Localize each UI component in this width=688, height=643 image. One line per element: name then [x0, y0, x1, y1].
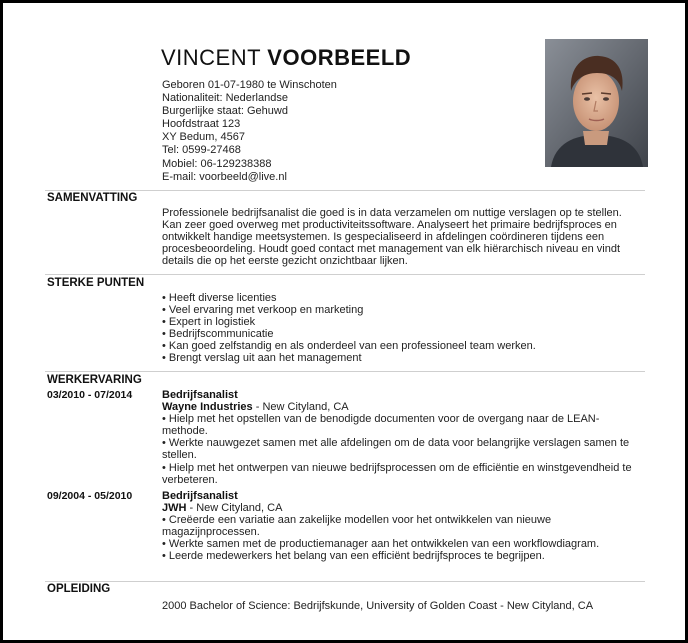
section-title-experience: WERKERVARING — [47, 374, 142, 386]
contact-nationality: Nationaliteit: Nederlandse — [162, 92, 288, 105]
job-bullet: • Hielp met het ontwerpen van nieuwe bedrijfsprocessen om de efficiëntie en winstgevendheid te verbeteren. — [162, 461, 632, 486]
divider-experience — [45, 371, 645, 372]
divider-strengths — [45, 274, 645, 275]
company-name: JWH — [162, 502, 187, 515]
job-bullet: • Hielp met het opstellen van de benodigde documenten voor de overgang naar de LEAN-methode. — [162, 413, 600, 438]
section-title-education: OPLEIDING — [47, 583, 111, 595]
section-title-strengths: STERKE PUNTEN — [47, 277, 145, 289]
list-item: • Expert in logistiek — [162, 316, 256, 329]
job-company — [162, 401, 632, 413]
company-location: - New Cityland, CA — [252, 401, 349, 414]
section-title-summary: SAMENVATTING — [47, 192, 138, 204]
divider-summary — [45, 190, 645, 191]
summary-text: Professionele bedrijfsanalist die goed is in data verzamelen om nuttige verslagen op te stellen. Kan zeer goed overweg met productiviteitssoftware. Analyseert het primaire bedrijfsproces en ontwikkelt handige meetsystemen. Is gespecialiseerd in afdelingen coördineren tijdens een procesbeoordeling. Houdt goed contact met management van elk hiërarchisch niveau en vindt details die op het eerste gezicht onzichtbaar lijken. — [162, 207, 622, 268]
job-bullet: • Leerde medewerkers het belang van een efficiënt bedrijfsproces te begrijpen. — [162, 550, 545, 563]
contact-mobile: Mobiel: 06-129238388 — [162, 157, 272, 170]
divider-education — [45, 581, 645, 582]
job-bullet: • Creëerde een variatie aan zakelijke modellen voor het ontwikkelen van nieuwe magazijnprocessen. — [162, 514, 552, 539]
job-company — [162, 502, 632, 514]
list-item: • Veel ervaring met verkoop en marketing — [162, 304, 364, 317]
profile-photo — [545, 39, 648, 167]
job-dates: 09/2004 - 05/2010 — [47, 490, 133, 502]
list-item: • Bedrijfscommunicatie — [162, 328, 274, 341]
contact-city: XY Bedum, 4567 — [162, 131, 245, 144]
list-item: • Kan goed zelfstandig en als onderdeel van een professioneel team werken. — [162, 340, 536, 353]
contact-details — [162, 79, 337, 184]
job-bullet: • Werkte nauwgezet samen met alle afdelingen om de data voor belangrijke verslagen samen te stellen. — [162, 437, 630, 462]
education-entry: 2000 Bachelor of Science: Bedrijfskunde, University of Golden Coast - New Cityland, CA — [162, 600, 594, 612]
job-title: Bedrijfsanalist — [162, 389, 238, 401]
contact-marital-status: Burgerlijke staat: Gehuwd — [162, 105, 288, 118]
company-location: - New Cityland, CA — [186, 502, 283, 515]
contact-phone: Tel: 0599-27468 — [162, 144, 241, 157]
last-name: VOORBEELD — [267, 45, 412, 70]
contact-email: E-mail: voorbeeld@live.nl — [162, 170, 287, 183]
strengths-list — [162, 292, 642, 365]
contact-street: Hoofdstraat 123 — [162, 118, 241, 131]
company-name: Wayne Industries — [162, 401, 253, 414]
job-title: Bedrijfsanalist — [162, 490, 238, 502]
job-dates: 03/2010 - 07/2014 — [47, 389, 133, 401]
list-item: • Heeft diverse licenties — [162, 292, 277, 304]
first-name: VINCENT — [161, 45, 261, 70]
contact-birth: Geboren 01-07-1980 te Winschoten — [162, 79, 337, 91]
job-entry — [162, 389, 632, 486]
list-item: • Brengt verslag uit aan het management — [162, 352, 362, 365]
candidate-name — [161, 45, 411, 71]
job-bullet: • Werkte samen met de productiemanager aan het ontwikkelen van een workflowdiagram. — [162, 538, 600, 551]
job-entry — [162, 490, 632, 563]
